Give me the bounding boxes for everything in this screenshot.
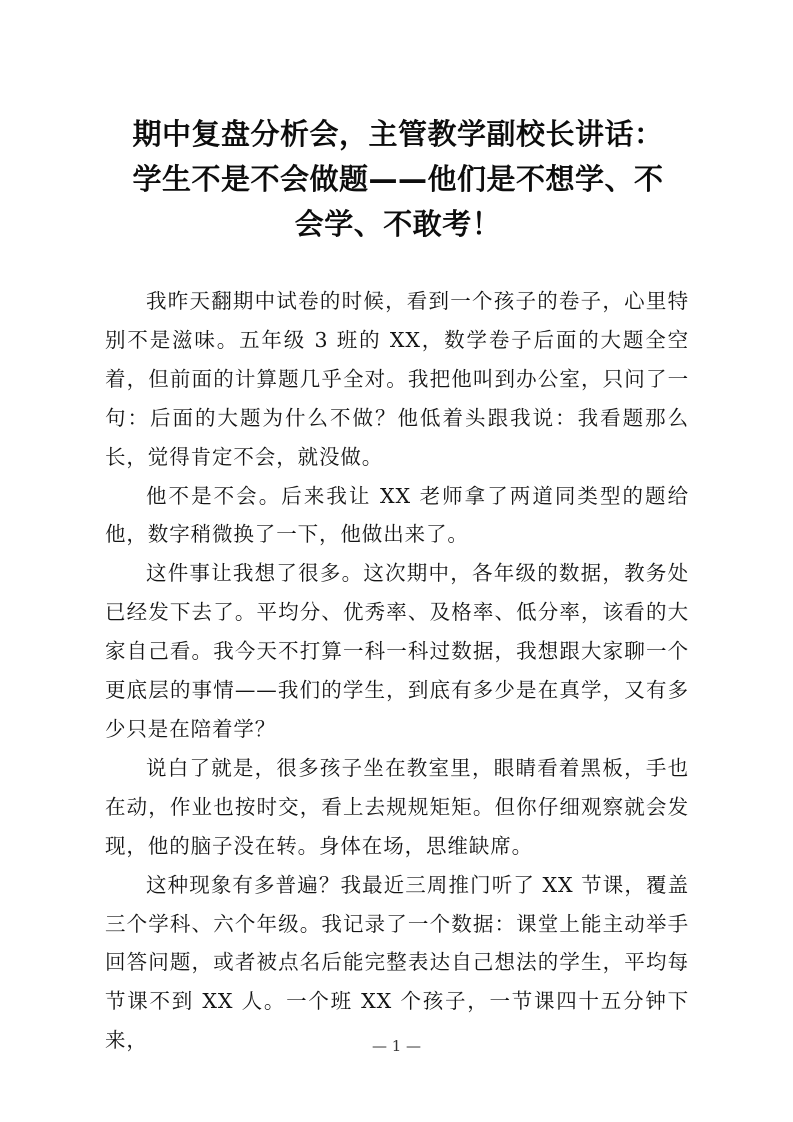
paragraph-1: 我昨天翻期中试卷的时候，看到一个孩子的卷子，心里特别不是滋味。五年级 3 班的 XX，数学卷子后面的大题全空着，但前面的计算题几乎全对。我把他叫到办公室，只问了一句：后面的大题为什么不做？他低着头跟我说：我看题那么长，觉得肯定不会，就没做。: [105, 289, 689, 469]
title-line-1: 期中复盘分析会，主管教学副校长讲话：: [132, 117, 664, 151]
paragraph-5: 这种现象有多普遍？我最近三周推门听了 XX 节课，覆盖三个学科、六个年级。我记录了一个数据：课堂上能主动举手回答问题，或者被点名后能完整表达自己想法的学生，平均每节课不到 XX 人。一个班 XX 个孩子，一节课四十五分钟下来，: [105, 872, 689, 1053]
document-body: [105, 282, 689, 1060]
page-number: — 1 —: [371, 1037, 422, 1055]
paragraph-3: 这件事让我想了很多。这次期中，各年级的数据，教务处已经发下去了。平均分、优秀率、及格率、低分率，该看的大家自己看。我今天不打算一科一科过数据，我想跟大家聊一个更底层的事情——我们的学生，到底有多少是在真学，又有多少只是在陪着学？: [105, 561, 689, 741]
paragraph-4: 说白了就是，很多孩子坐在教室里，眼睛看着黑板，手也在动，作业也按时交，看上去规规矩矩。但你仔细观察就会发现，他的脑子没在转。身体在场，思维缺席。: [105, 755, 689, 858]
title-line-2: 学生不是不会做题——他们是不想学、不: [132, 162, 664, 196]
document-title: [100, 112, 696, 247]
title-line-3: 会学、不敢考！: [294, 207, 502, 241]
paragraph-2: 他不是不会。后来我让 XX 老师拿了两道同类型的题给他，数字稍微换了一下，他做出来了。: [105, 483, 689, 547]
